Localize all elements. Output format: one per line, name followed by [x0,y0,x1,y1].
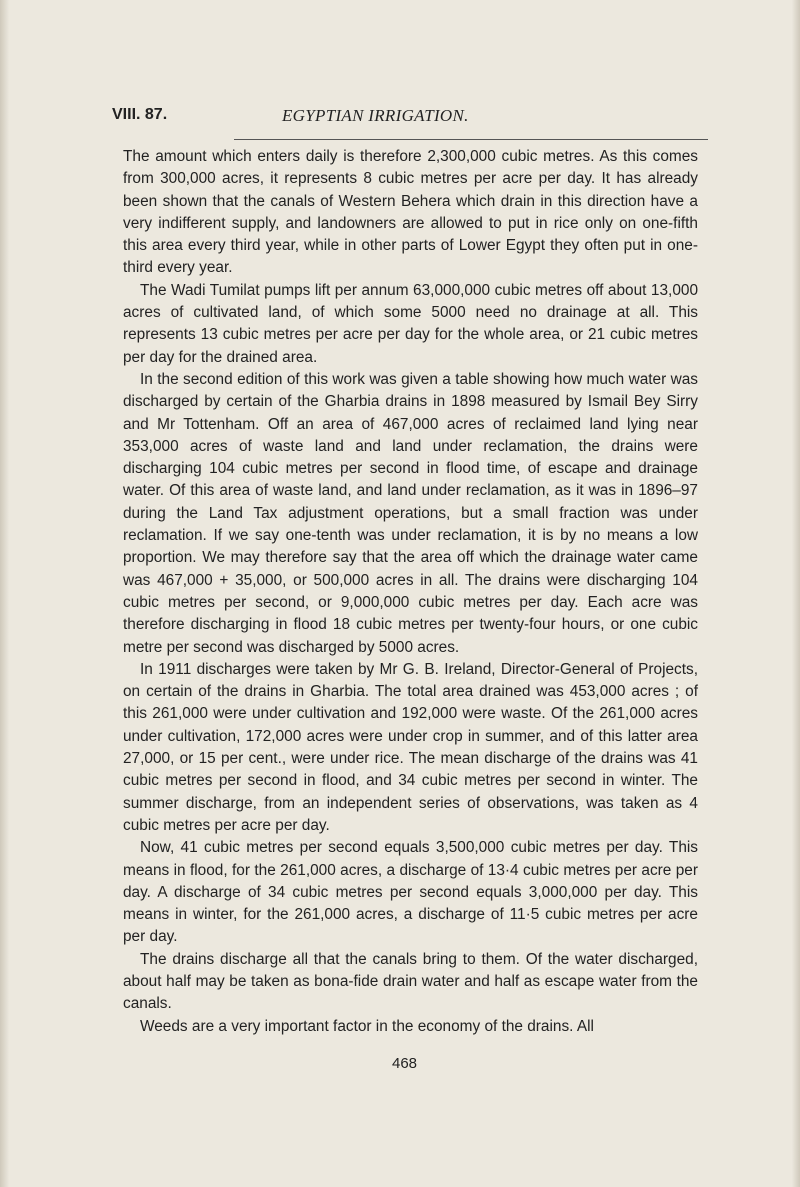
paragraph-5: Now, 41 cubic metres per second equals 3,500,000 cubic metres per day. This means in flood, for the 261,000 acres, a discharge of 13·4 cubic metres per acre per day. A discharge of 34 cubic metres per second equals 3,000,000 per day. This means in winter, for the 261,000 acres, a discharge of 11·5 cubic metres per acre per day. [123,839,698,946]
header-rule [234,139,708,140]
page-edge-right [792,0,800,1187]
paragraph-2: The Wadi Tumilat pumps lift per annum 63,000,000 cubic metres off about 13,000 acres of cultivated land, of which some 5000 need no drainage at all. This represents 13 cubic metres per acre per day for the whole area, or 21 cubic metres per day for the drained area. [123,281,698,366]
paragraph-6: The drains discharge all that the canals bring to them. Of the water discharged, about half may be taken as bona-fide drain water and half as escape water from the canals. [123,950,698,1013]
page-number: 468 [392,1055,418,1072]
body-text [123,146,698,1038]
paragraph-4: In 1911 discharges were taken by Mr G. B. Ireland, Director-General of Projects, on certain of the drains in Gharbia. The total area drained was 453,000 acres ; of this 261,000 were under cultivation and 192,000 were waste. Of the 261,000 acres under cultivation, 172,000 acres were under crop in summer, and of this latter area 27,000, or 15 per cent., were under rice. The mean discharge of the drains was 41 cubic metres per second in flood, and 34 cubic metres per second in winter. The summer discharge, from an independent series of observations, was taken as 4 cubic metres per acre per day. [123,660,698,834]
paragraph-7: Weeds are a very important factor in the economy of the drains. All [140,1017,594,1035]
paragraph-1: The amount which enters daily is therefore 2,300,000 cubic metres. As this comes from 300,000 acres, it represents 8 cubic metres per acre per day. It has already been shown that the canals of Western Behera which drain in this direction have a very indifferent supply, and landowners are allowed to put in rice only on one-fifth this area every third year, while in other parts of Lower Egypt they often put in one-third every year. [123,148,698,277]
paragraph-3: In the second edition of this work was given a table showing how much water was discharged by certain of the Gharbia drains in 1898 measured by Ismail Bey Sirry and Mr Tottenham. Off an area of 467,000 acres of reclaimed land lying near 353,000 acres of waste land and land under reclamation, the drains were discharging 104 cubic metres per second in flood time, of escape and drainage water. Of this area of waste land, and land under reclamation, as it was in 1896–97 during the Land Tax adjustment operations, but a small fraction was under reclamation. If we say one-tenth was under reclamation, it is by no means a low proportion. We may therefore say that the area off which the drainage water came was 467,000 + 35,000, or 500,000 acres in all. The drains were discharging 104 cubic metres per second, or 9,000,000 cubic metres per day. Each acre was therefore discharging in flood 18 cubic metres per twenty-four hours, or one cubic metre per second was discharged by 5000 acres. [123,370,698,656]
page-edge-left [0,0,9,1187]
running-title: EGYPTIAN IRRIGATION. [282,106,469,125]
section-number: VIII. 87. [112,106,168,123]
running-header [112,106,712,132]
